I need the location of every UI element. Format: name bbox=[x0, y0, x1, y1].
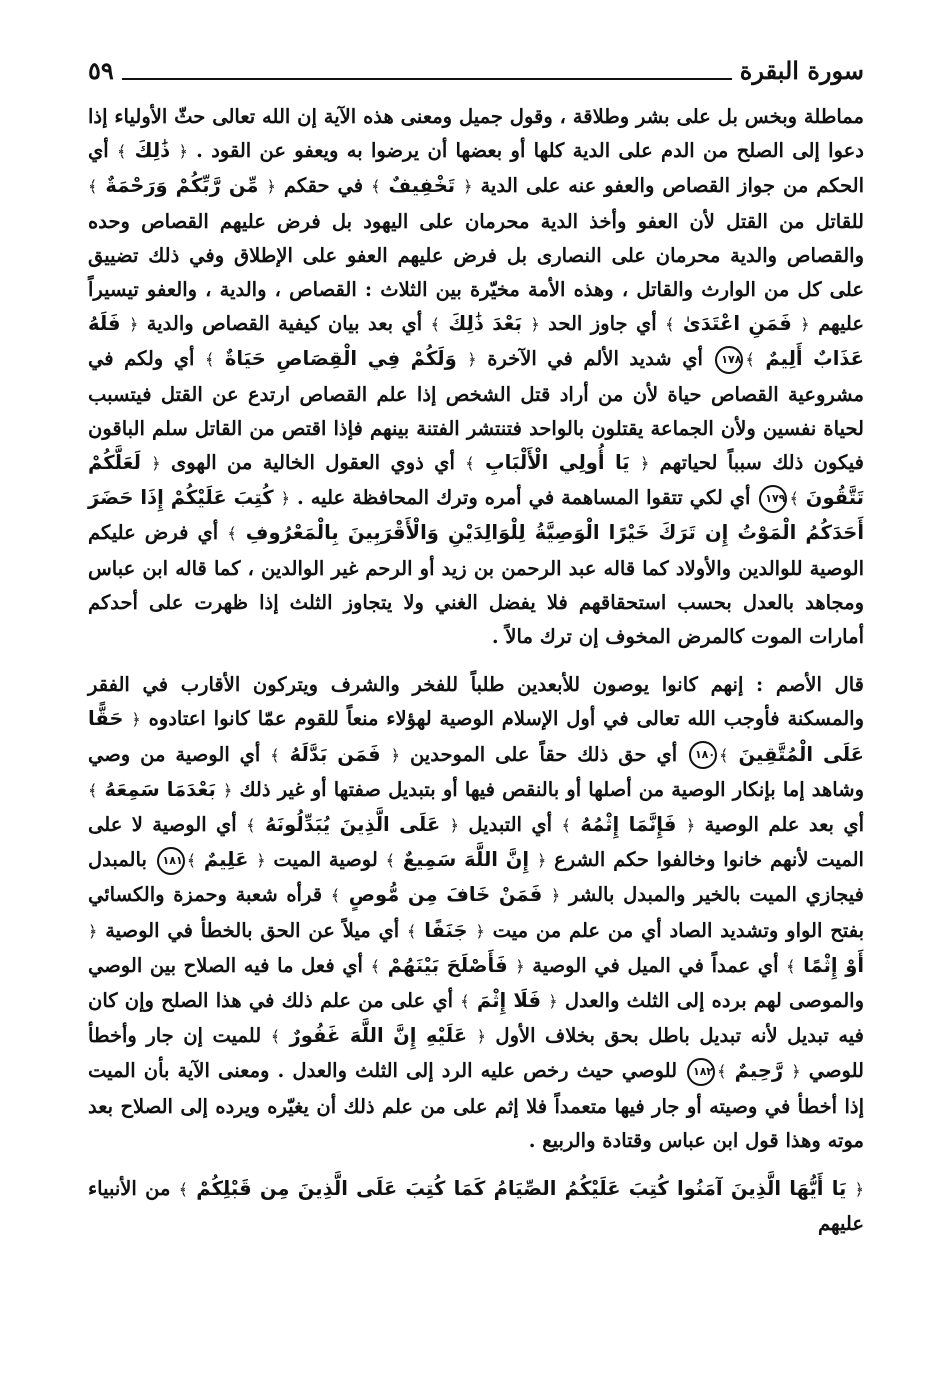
quran-quote: ذَٰلِكَ bbox=[126, 139, 179, 163]
quran-quote: مِّن رَّبِّكُمْ وَرَحْمَةٌ bbox=[97, 174, 267, 198]
body-text: أي فعل ما فيه الصلاح بين الوصي والموصى لهم برده إلى الثلث والعدل bbox=[88, 953, 864, 1013]
quran-quote: يَا أُولِي الْأَلْبَابِ bbox=[474, 451, 640, 475]
quran-bracket-close: ﴾ bbox=[270, 1027, 281, 1047]
quran-quote: فَمَن بَدَّلَهُ bbox=[279, 742, 391, 766]
ayah-number-marker: ١٨٠ bbox=[689, 741, 717, 769]
quran-bracket-close: ﴾ bbox=[786, 956, 796, 976]
page-number: ٥٩ bbox=[88, 56, 114, 85]
quran-bracket-open: ﴿ bbox=[151, 454, 161, 474]
quran-quote: فَإِنَّمَا إِثْمُهُ bbox=[570, 813, 686, 837]
ayah-number-marker: ١٧٨ bbox=[715, 346, 743, 374]
page-header bbox=[88, 50, 864, 86]
quran-bracket-close: ﴾ bbox=[717, 1062, 727, 1082]
quran-bracket-close: ﴾ bbox=[178, 1180, 189, 1200]
quran-bracket-close: ﴾ bbox=[385, 851, 396, 871]
body-text: قال الأصم : إنهم كانوا يوصون للأبعدين طلباً للفخر والشرف ويتركون الأقارب في الفقر والمسكنة فأوجب الله تعالى في أول الإسلام الوصية لهؤلاء منعاً للقوم عمّا كانوا اعتادوه bbox=[88, 673, 864, 731]
quran-bracket-open: ﴿ bbox=[88, 921, 98, 941]
body-text: للميت إن جار وأخطأ للوصي bbox=[88, 1024, 864, 1083]
quran-quote: فَمَنْ خَافَ مِن مُّوصٍ bbox=[340, 883, 551, 907]
quran-bracket-open: ﴿ bbox=[548, 992, 558, 1012]
quran-bracket-open: ﴿ bbox=[178, 142, 188, 162]
quran-bracket-close: ﴾ bbox=[246, 816, 256, 836]
body-text: أي الحكم من جواز القصاص والعفو عنه على الدية bbox=[88, 139, 864, 198]
body-text: للوصي حيث رخص عليه الرد إلى الثلث والعدل . ومعنى الآية بأن الميت إذا أخطأ في وصيته أو جار فيها متعمداً فلا إثم على من علم ذلك أن يغيّره ويرده إلى الصلاح بعد موته وهذا قول ابن عباس وقتادة والربيع . bbox=[88, 1059, 864, 1152]
body-text: أي شديد الألم في الآخرة bbox=[476, 347, 714, 371]
quran-bracket-open: ﴿ bbox=[800, 315, 810, 335]
body-text: أي عمداً في الميل في الوصية bbox=[524, 953, 787, 977]
quran-quote: رَّحِيمٌ bbox=[726, 1059, 792, 1083]
quran-bracket-open: ﴿ bbox=[530, 315, 540, 335]
body-text: أي التبديل bbox=[458, 813, 562, 837]
quran-quote: وَلَكُمْ فِي الْقِصَاصِ حَيَاةٌ bbox=[214, 347, 468, 371]
quran-bracket-close: ﴾ bbox=[88, 780, 98, 800]
body-text: أي على من علم ذلك في هذا الصلح وإن كان فيه تبديل لأنه تبديل باطل بحق بخلاف الأول bbox=[88, 989, 865, 1048]
quran-bracket-close: ﴾ bbox=[665, 315, 675, 335]
body-text: أي جاوز الحد bbox=[539, 312, 666, 336]
paragraph bbox=[88, 1172, 864, 1241]
quran-quote: عَلِيمٌ bbox=[196, 848, 257, 872]
body-text: أي بعد بيان كيفية القصاص والدية bbox=[138, 312, 431, 336]
quran-bracket-close: ﴾ bbox=[204, 350, 215, 370]
quran-quote: يَا أَيُّهَا الَّذِينَ آمَنُوا كُتِبَ عَلَيْكُمُ الصِّيَامُ كَمَا كُتِبَ عَلَى الَّذِينَ مِن قَبْلِكُمْ bbox=[188, 1177, 855, 1201]
quran-bracket-close: ﴾ bbox=[330, 886, 341, 906]
quran-quote: فَلَا إِثْمَ bbox=[469, 989, 549, 1013]
quran-bracket-close: ﴾ bbox=[719, 745, 729, 765]
quran-quote: عَلَى الَّذِينَ يُبَدِّلُونَهُ bbox=[255, 813, 450, 837]
quran-bracket-open: ﴿ bbox=[475, 921, 485, 941]
quran-quote: كُتِبَ عَلَيْكُمْ إِذَا حَضَرَ أَحَدَكُمُ الْمَوْتُ إِن تَرَكَ خَيْرًا الْوَصِيَّةُ لِلْوَالِدَيْنِ وَالْأَقْرَبِينَ بِالْمَعْرُوفِ bbox=[88, 486, 864, 545]
quran-bracket-open: ﴿ bbox=[639, 454, 650, 474]
quran-bracket-close: ﴾ bbox=[227, 524, 237, 544]
quran-bracket-close: ﴾ bbox=[116, 142, 127, 162]
quran-bracket-close: ﴾ bbox=[371, 177, 381, 197]
quran-bracket-close: ﴾ bbox=[745, 350, 755, 370]
quran-bracket-open: ﴿ bbox=[390, 745, 400, 765]
body-text: بالمبدل فيجازي الميت بالخير والمبدل بالشر bbox=[88, 848, 864, 907]
body-text: قرأه شعبة وحمزة والكسائي بفتح الواو وتشديد الصاد أي من علم من ميت bbox=[88, 883, 864, 942]
body-text: أي الوصية لا على الميت لأنهم خانوا وخالفوا حكم الشرع bbox=[88, 813, 864, 872]
quran-bracket-open: ﴿ bbox=[536, 851, 547, 871]
quran-bracket-close: ﴾ bbox=[789, 489, 799, 509]
quran-bracket-open: ﴿ bbox=[449, 816, 459, 836]
quran-bracket-open: ﴿ bbox=[854, 1180, 864, 1200]
body-text: أي فرض عليكم الوصية للوالدين والأولاد كما قاله عبد الرحمن بن زيد أو الرحم غير الوالدين ، كما قاله ابن عباس ومجاهد بالعدل بحسب استحقاقهم فلا يفضل الغني ولا يتجاوز الثلث إذا ظهرت على أحدكم أمارات الموت كالمرض المخوف إن ترك مالاً . bbox=[88, 521, 864, 649]
paragraph bbox=[88, 668, 864, 1158]
ayah-number-marker: ١٨٢ bbox=[687, 1058, 715, 1086]
quran-bracket-open: ﴿ bbox=[463, 177, 473, 197]
quran-bracket-open: ﴿ bbox=[791, 1062, 801, 1082]
quran-bracket-open: ﴿ bbox=[467, 350, 477, 370]
quran-bracket-open: ﴿ bbox=[550, 886, 561, 906]
quran-quote: تَخْفِيفٌ bbox=[380, 174, 464, 198]
quran-quote: فَلَهُ عَذَابٌ أَلِيمٌ bbox=[88, 312, 864, 371]
quran-bracket-close: ﴾ bbox=[407, 921, 417, 941]
header-rule bbox=[122, 78, 732, 80]
quran-quote: إِنَّ اللَّهَ سَمِيعٌ bbox=[395, 848, 537, 872]
ayah-number-marker: ١٧٩ bbox=[759, 485, 787, 513]
quran-bracket-close: ﴾ bbox=[561, 816, 571, 836]
quran-bracket-open: ﴿ bbox=[515, 956, 525, 976]
quran-bracket-open: ﴿ bbox=[131, 710, 141, 730]
body-text: أي ذوي العقول الخالية من الهوى bbox=[160, 451, 466, 475]
quran-quote: فَمَنِ اعْتَدَىٰ bbox=[674, 312, 801, 336]
surah-title: سورة البقرة bbox=[739, 56, 864, 85]
quran-bracket-close: ﴾ bbox=[186, 851, 197, 871]
quran-bracket-open: ﴿ bbox=[222, 780, 233, 800]
quran-bracket-close: ﴾ bbox=[370, 956, 380, 976]
quran-quote: فَأَصْلَحَ بَيْنَهُمْ bbox=[379, 953, 516, 977]
quran-bracket-close: ﴾ bbox=[430, 315, 440, 335]
quran-quote: حَقًّا عَلَى الْمُتَّقِينَ bbox=[88, 707, 864, 766]
quran-quote: عَلَيْهِ إِنَّ اللَّهَ غَفُورٌ bbox=[280, 1024, 477, 1048]
quran-bracket-close: ﴾ bbox=[460, 992, 470, 1012]
body-text: أي لكي تتقوا المساهمة في أمره وترك المحافظة عليه . bbox=[289, 486, 758, 510]
body-text: من الأنبياء عليهم bbox=[88, 1177, 864, 1236]
quran-bracket-close: ﴾ bbox=[88, 177, 98, 197]
quran-bracket-open: ﴿ bbox=[266, 177, 276, 197]
body-text: أي ولكم في مشروعية القصاص حياة لأن من أراد قتل الشخص إذا علم القصاص ارتدع عن القتل فيتسبب لحياة نفسين ولأن الجماعة يقتلون بالواحد فتنتشر الفتنة بينهم فإذا اقتص من القاتل سلم الباقون فيكون ذلك سبباً لحياتهم bbox=[88, 347, 864, 475]
quran-quote: جَنَفًا bbox=[416, 918, 476, 942]
quran-bracket-open: ﴿ bbox=[476, 1027, 486, 1047]
body-text: للقاتل من القتل لأن العفو وأخذ الدية محرمان على اليهود بل فرض عليهم القصاص وحده والقصاص والدية محرمان على النصارى بل فرض عليهم العفو على الإطلاق وفي ذلك تضييق على كل من الوارث والقاتل ، وهذه الأمة مخيّرة بين الثلاث : القصاص ، والدية ، والعفو تيسيراً عليهم bbox=[88, 209, 865, 336]
body-text: في حقكم bbox=[275, 174, 372, 198]
quran-bracket-open: ﴿ bbox=[685, 816, 696, 836]
body-text: مماطلة وبخس بل على بشر وطلاقة ، وقول جميل ومعنى هذه الآية إن الله تعالى حثّ الأولياء إذا دعوا إلى الصلح من الدم على الدية كلها أو بعضها أن يرضوا به ويعفو عن القود . bbox=[88, 105, 864, 163]
quran-bracket-close: ﴾ bbox=[465, 454, 475, 474]
quran-quote: لَعَلَّكُمْ تَتَّقُونَ bbox=[88, 451, 864, 510]
page-body bbox=[88, 100, 864, 1242]
quran-bracket-open: ﴿ bbox=[128, 315, 139, 335]
quran-quote: بَعْدَمَا سَمِعَهُ bbox=[97, 777, 223, 801]
ayah-number-marker: ١٨١ bbox=[157, 847, 185, 875]
body-text: أي حق ذلك حقاً على الموحدين bbox=[400, 742, 688, 766]
paragraph bbox=[88, 100, 864, 654]
body-text: لوصية الميت bbox=[265, 848, 386, 872]
body-text: أي الوصية من وصي وشاهد إما بإنكار الوصية من أصلها أو بالنقص فيها أو بتبديل صفتها أو غير ذلك bbox=[88, 742, 865, 801]
body-text: أي بعد علم الوصية bbox=[695, 813, 865, 837]
quran-quote: أَوْ إِثْمًا bbox=[795, 953, 865, 977]
quran-bracket-close: ﴾ bbox=[270, 745, 280, 765]
quran-bracket-open: ﴿ bbox=[256, 851, 266, 871]
quran-quote: بَعْدَ ذَٰلِكَ bbox=[439, 312, 531, 336]
quran-bracket-open: ﴿ bbox=[280, 489, 290, 509]
body-text: أي ميلاً عن الحق بالخطأ في الوصية bbox=[97, 918, 407, 942]
